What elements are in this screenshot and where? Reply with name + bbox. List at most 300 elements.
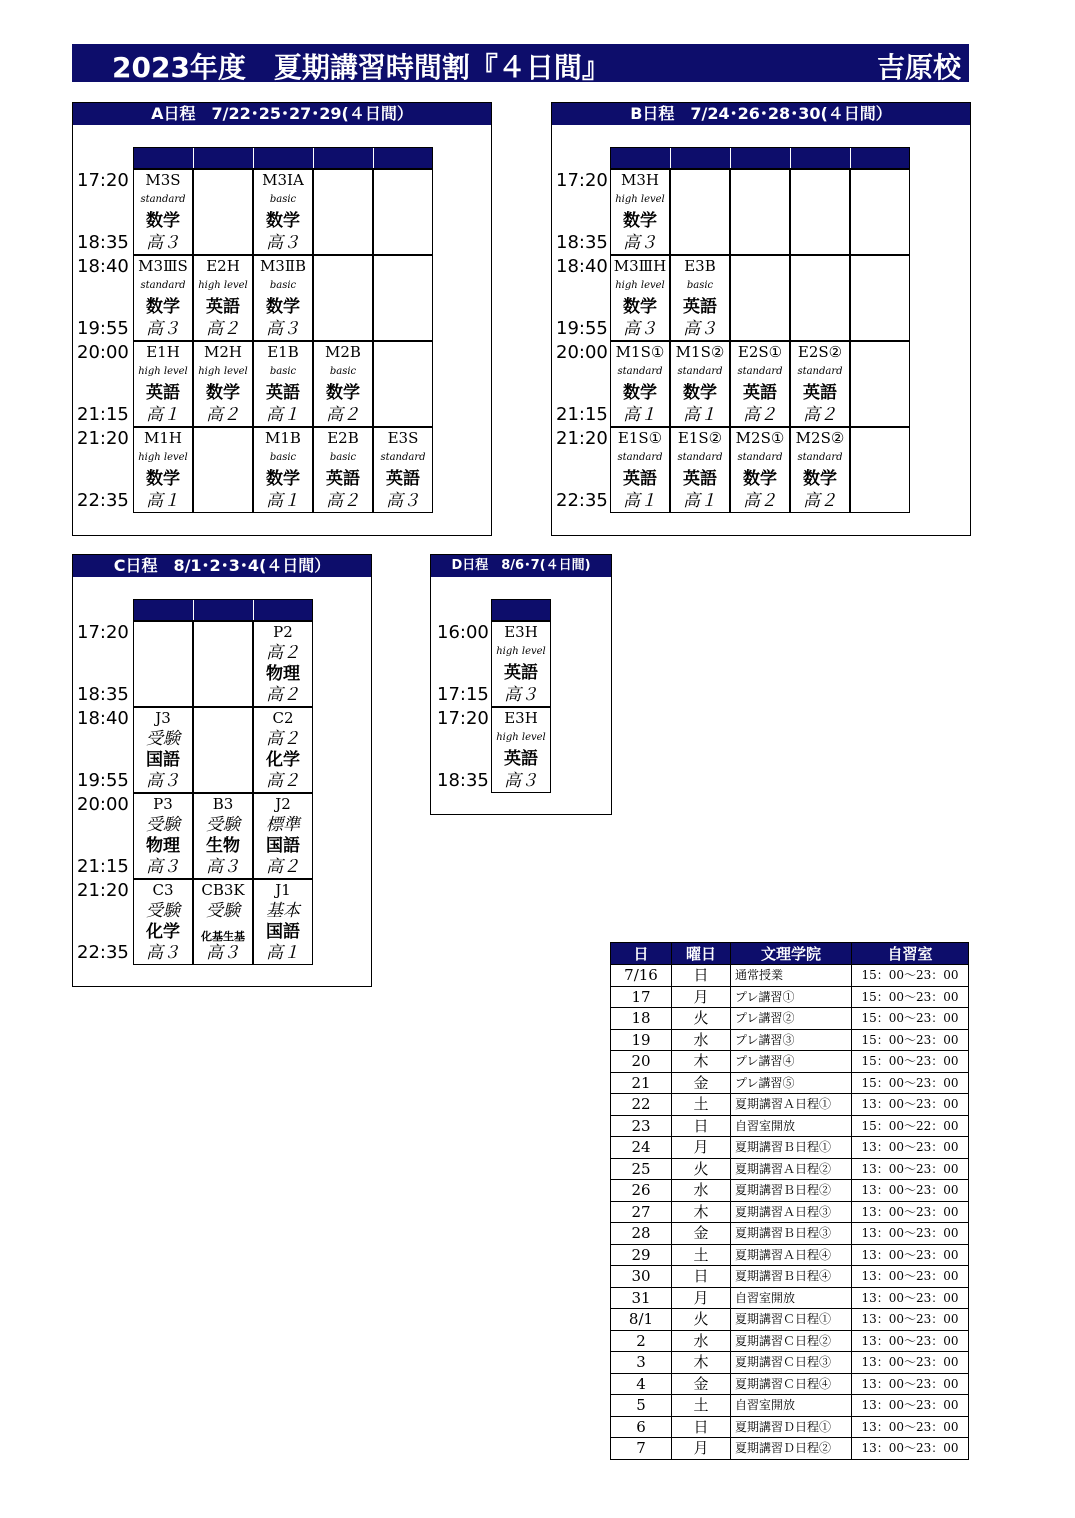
empty-cell	[670, 169, 730, 255]
class-subject: 数学	[146, 469, 180, 489]
calendar-weekday: 土	[672, 1395, 731, 1417]
calendar-study-hours: 13：00～23：00	[852, 1438, 969, 1460]
class-grade: 高３	[146, 943, 180, 963]
class-subject: 数学	[266, 297, 300, 317]
time-end: 18:35	[77, 232, 129, 253]
time-end: 21:15	[556, 404, 608, 425]
time-end: 17:15	[437, 684, 489, 705]
class-code: M1S②	[675, 343, 725, 361]
class-cell	[790, 341, 850, 427]
calendar-study-hours: 13：00～23：00	[852, 1180, 969, 1202]
class-tag: 受験	[146, 901, 180, 921]
schedule-title: C日程 8/1･2･3･4(４日間）	[73, 555, 371, 577]
empty-cell	[313, 255, 373, 341]
calendar-weekday: 水	[672, 1180, 731, 1202]
class-grade: 高２	[266, 771, 300, 791]
class-code: M3H	[621, 171, 659, 189]
class-code: M3S	[145, 171, 181, 189]
class-grade: 高１	[146, 405, 180, 425]
class-level: standard	[797, 366, 843, 377]
class-grade: 高１	[683, 491, 717, 511]
class-grade: 高１	[623, 405, 657, 425]
calendar-date: 24	[611, 1137, 672, 1159]
class-level: high level	[138, 366, 188, 377]
class-grade: 高３	[683, 319, 717, 339]
class-code: M3ⅡB	[259, 257, 307, 275]
schedule-title: A日程 7/22･25･27･29(４日間）	[73, 103, 491, 125]
class-grade: 高３	[146, 857, 180, 877]
calendar-date: 29	[611, 1244, 672, 1266]
class-code: E1S①	[617, 429, 663, 447]
calendar-row	[611, 1416, 969, 1438]
class-grade: 高２	[206, 405, 240, 425]
class-grade: 高１	[266, 943, 300, 963]
time-start: 18:40	[77, 708, 129, 729]
calendar-weekday: 月	[672, 1438, 731, 1460]
calendar-row	[611, 1137, 969, 1159]
calendar-study-hours: 13：00～23：00	[852, 1416, 969, 1438]
class-grade: 高２	[266, 685, 300, 705]
calendar-event: 夏期講習Ａ日程③	[731, 1201, 852, 1223]
class-tag: 受験	[206, 815, 240, 835]
class-code: E1S②	[677, 429, 723, 447]
calendar-date: 27	[611, 1201, 672, 1223]
class-cell	[670, 427, 730, 513]
calendar-row	[611, 986, 969, 1008]
class-grade: 高３	[623, 319, 657, 339]
calendar-row	[611, 1373, 969, 1395]
calendar-study-hours: 15：00～23：00	[852, 986, 969, 1008]
time-end: 22:35	[556, 490, 608, 511]
calendar-study-hours: 13：00～23：00	[852, 1352, 969, 1374]
empty-cell	[373, 169, 433, 255]
calendar-date: 20	[611, 1051, 672, 1073]
class-cell	[491, 621, 551, 707]
time-start: 17:20	[77, 622, 129, 643]
class-tag: 高２	[266, 643, 300, 663]
calendar-weekday: 火	[672, 1309, 731, 1331]
time-start: 20:00	[77, 342, 129, 363]
calendar-row	[611, 1115, 969, 1137]
calendar-date: 3	[611, 1352, 672, 1374]
calendar-event: プレ講習⑤	[731, 1072, 852, 1094]
grid-header-bar	[133, 599, 313, 621]
calendar-row	[611, 1180, 969, 1202]
calendar-weekday: 木	[672, 1051, 731, 1073]
time-start: 17:20	[556, 170, 608, 191]
class-level: high level	[138, 452, 188, 463]
class-code: M2H	[204, 343, 242, 361]
class-code: CB3K	[201, 881, 245, 899]
calendar-study-hours: 13：00～23：00	[852, 1158, 969, 1180]
calendar-event: 夏期講習Ｂ日程③	[731, 1223, 852, 1245]
empty-cell	[373, 341, 433, 427]
class-level: standard	[140, 194, 186, 205]
class-subject: 数学	[146, 211, 180, 231]
time-start: 16:00	[437, 622, 489, 643]
class-level: high level	[198, 280, 248, 291]
grid-header-divider	[193, 148, 194, 168]
time-end: 19:55	[77, 318, 129, 339]
class-level: basic	[269, 280, 297, 291]
class-code: M3ⅠA	[262, 171, 304, 189]
calendar-event: 夏期講習Ｄ日程①	[731, 1416, 852, 1438]
class-code: M1B	[265, 429, 301, 447]
class-subject: 化学	[146, 922, 180, 942]
class-level: basic	[329, 452, 357, 463]
calendar-weekday: 水	[672, 1029, 731, 1051]
class-code: M3ⅢS	[138, 257, 188, 275]
class-grade: 高２	[743, 405, 777, 425]
class-subject: 物理	[146, 836, 180, 856]
class-level: standard	[380, 452, 426, 463]
class-cell	[610, 341, 670, 427]
calendar-row	[611, 1352, 969, 1374]
class-subject: 英語	[386, 469, 420, 489]
class-level: high level	[198, 366, 248, 377]
class-code: E3B	[684, 257, 716, 275]
class-cell	[253, 169, 313, 255]
class-code: E3H	[504, 709, 538, 727]
calendar-study-hours: 15：00～23：00	[852, 965, 969, 987]
calendar-date: 2	[611, 1330, 672, 1352]
calendar-date: 23	[611, 1115, 672, 1137]
class-subject: 数学	[683, 383, 717, 403]
class-level: standard	[737, 452, 783, 463]
class-cell	[133, 341, 193, 427]
empty-cell	[133, 621, 193, 707]
grid-header-divider	[850, 148, 851, 168]
class-cell	[133, 427, 193, 513]
calendar-event: プレ講習①	[731, 986, 852, 1008]
class-grade: 高１	[266, 405, 300, 425]
class-subject: 英語	[146, 383, 180, 403]
calendar-header-weekday: 曜日	[672, 943, 731, 965]
class-subject: 数学	[623, 383, 657, 403]
calendar-row	[611, 1094, 969, 1116]
calendar-event: 夏期講習Ａ日程①	[731, 1094, 852, 1116]
calendar-row	[611, 1223, 969, 1245]
calendar-event: 夏期講習Ｃ日程③	[731, 1352, 852, 1374]
class-code: E2S②	[797, 343, 843, 361]
class-code: M1H	[144, 429, 182, 447]
class-cell	[730, 341, 790, 427]
calendar-event: 夏期講習Ａ日程④	[731, 1244, 852, 1266]
class-level: high level	[496, 732, 546, 743]
class-subject: 英語	[683, 297, 717, 317]
class-subject: 数学	[623, 211, 657, 231]
class-subject: 英語	[504, 749, 538, 769]
schedule-panel-d	[430, 554, 612, 815]
class-code: M3ⅢH	[613, 257, 667, 275]
calendar-date: 5	[611, 1395, 672, 1417]
class-level: standard	[797, 452, 843, 463]
class-code: J3	[155, 709, 171, 727]
calendar-study-hours: 13：00～23：00	[852, 1201, 969, 1223]
time-end: 19:55	[556, 318, 608, 339]
class-subject: 数学	[743, 469, 777, 489]
calendar-header-event: 文理学院	[731, 943, 852, 965]
calendar-date: 31	[611, 1287, 672, 1309]
calendar-date: 30	[611, 1266, 672, 1288]
class-code: C2	[272, 709, 294, 727]
class-cell	[253, 879, 313, 965]
class-grade: 高１	[683, 405, 717, 425]
calendar-study-hours: 13：00～23：00	[852, 1309, 969, 1331]
class-level: basic	[269, 366, 297, 377]
class-grade: 高３	[266, 319, 300, 339]
calendar-header-study-room: 自習室	[852, 943, 969, 965]
class-grade: 高３	[206, 857, 240, 877]
grid-header-divider	[253, 600, 254, 620]
class-code: E2B	[327, 429, 359, 447]
class-subject: 英語	[504, 663, 538, 683]
class-cell	[610, 255, 670, 341]
calendar-weekday: 土	[672, 1094, 731, 1116]
calendar-weekday: 月	[672, 1287, 731, 1309]
calendar-date: 6	[611, 1416, 672, 1438]
class-level: high level	[496, 646, 546, 657]
class-level: standard	[140, 280, 186, 291]
schedule-title: B日程 7/24･26･28･30(４日間）	[552, 103, 970, 125]
class-subject: 化学	[266, 750, 300, 770]
calendar-event: 夏期講習Ｂ日程②	[731, 1180, 852, 1202]
empty-cell	[193, 621, 253, 707]
time-end: 21:15	[77, 856, 129, 877]
class-cell	[670, 341, 730, 427]
class-grade: 高１	[623, 491, 657, 511]
class-subject: 英語	[743, 383, 777, 403]
class-grade: 高３	[206, 943, 240, 963]
calendar-date: 17	[611, 986, 672, 1008]
class-tag: 基本	[266, 901, 300, 921]
calendar-event: 自習室開放	[731, 1287, 852, 1309]
class-cell	[253, 621, 313, 707]
calendar-date: 7/16	[611, 965, 672, 987]
calendar-row	[611, 1438, 969, 1460]
empty-cell	[850, 255, 910, 341]
time-start: 17:20	[77, 170, 129, 191]
calendar-date: 26	[611, 1180, 672, 1202]
calendar-weekday: 日	[672, 1266, 731, 1288]
calendar-event: 夏期講習Ｂ日程①	[731, 1137, 852, 1159]
class-cell	[313, 341, 373, 427]
calendar-study-hours: 13：00～23：00	[852, 1287, 969, 1309]
class-code: M1S①	[615, 343, 665, 361]
time-end: 19:55	[77, 770, 129, 791]
class-subject: 英語	[623, 469, 657, 489]
class-code: E2H	[206, 257, 240, 275]
calendar-study-hours: 15：00～23：00	[852, 1029, 969, 1051]
calendar-study-hours: 13：00～23：00	[852, 1330, 969, 1352]
calendar-study-hours: 13：00～23：00	[852, 1137, 969, 1159]
class-cell	[133, 879, 193, 965]
class-subject: 数学	[266, 469, 300, 489]
class-code: P2	[273, 623, 293, 641]
class-level: high level	[615, 280, 665, 291]
class-subject: 英語	[683, 469, 717, 489]
calendar-event: 夏期講習Ｄ日程②	[731, 1438, 852, 1460]
calendar-row	[611, 1008, 969, 1030]
calendar-event: プレ講習②	[731, 1008, 852, 1030]
calendar-event: 通常授業	[731, 965, 852, 987]
calendar-row	[611, 1244, 969, 1266]
empty-cell	[790, 255, 850, 341]
class-subject: 数学	[803, 469, 837, 489]
grid-header-bar	[610, 147, 910, 169]
schedule-panel-b	[551, 102, 971, 536]
calendar-row	[611, 1201, 969, 1223]
class-grade: 高２	[326, 405, 360, 425]
time-start: 20:00	[77, 794, 129, 815]
class-cell	[730, 427, 790, 513]
calendar-weekday: 木	[672, 1352, 731, 1374]
calendar-weekday: 水	[672, 1330, 731, 1352]
class-subject: 国語	[146, 750, 180, 770]
calendar-date: 18	[611, 1008, 672, 1030]
class-code: E1H	[146, 343, 180, 361]
empty-cell	[850, 169, 910, 255]
calendar-date: 8/1	[611, 1309, 672, 1331]
class-code: J1	[275, 881, 291, 899]
calendar-weekday: 日	[672, 1416, 731, 1438]
empty-cell	[850, 427, 910, 513]
empty-cell	[193, 427, 253, 513]
class-grade: 高３	[504, 685, 538, 705]
class-tag: 標準	[266, 815, 300, 835]
calendar-date: 19	[611, 1029, 672, 1051]
calendar-event: プレ講習③	[731, 1029, 852, 1051]
class-subject: 国語	[266, 922, 300, 942]
time-start: 18:40	[77, 256, 129, 277]
class-cell	[253, 341, 313, 427]
class-grade: 高２	[326, 491, 360, 511]
class-level: basic	[269, 194, 297, 205]
grid-header-divider	[670, 148, 671, 168]
time-end: 22:35	[77, 490, 129, 511]
schedule-panel-c	[72, 554, 372, 987]
calendar-event: 夏期講習Ｂ日程④	[731, 1266, 852, 1288]
calendar-row	[611, 1287, 969, 1309]
calendar-weekday: 金	[672, 1373, 731, 1395]
calendar-study-hours: 13：00～23：00	[852, 1223, 969, 1245]
class-cell	[193, 255, 253, 341]
calendar-study-hours: 15：00～22：00	[852, 1115, 969, 1137]
class-grade: 高３	[146, 771, 180, 791]
class-cell	[193, 793, 253, 879]
class-cell	[133, 169, 193, 255]
calendar-row	[611, 1266, 969, 1288]
class-subject: 物理	[266, 664, 300, 684]
time-end: 21:15	[77, 404, 129, 425]
class-level: standard	[677, 452, 723, 463]
calendar-study-hours: 15：00～23：00	[852, 1008, 969, 1030]
class-subject: 数学	[146, 297, 180, 317]
calendar-event: 夏期講習Ｃ日程①	[731, 1309, 852, 1331]
calendar-row	[611, 1051, 969, 1073]
grid-header-divider	[790, 148, 791, 168]
grid-header-divider	[193, 600, 194, 620]
class-cell	[133, 255, 193, 341]
class-level: basic	[269, 452, 297, 463]
class-code: J2	[275, 795, 291, 813]
class-grade: 高３	[623, 233, 657, 253]
calendar-study-hours: 13：00～23：00	[852, 1244, 969, 1266]
class-grade: 高２	[266, 857, 300, 877]
class-grade: 高３	[386, 491, 420, 511]
class-grade: 高１	[146, 491, 180, 511]
empty-cell	[850, 341, 910, 427]
page-title: 2023年度 夏期講習時間割『４日間』	[112, 51, 610, 84]
calendar-study-hours: 13：00～23：00	[852, 1373, 969, 1395]
class-grade: 高３	[146, 233, 180, 253]
calendar-weekday: 土	[672, 1244, 731, 1266]
class-subject: 化基生基	[201, 930, 245, 943]
class-cell	[610, 169, 670, 255]
calendar-weekday: 月	[672, 1137, 731, 1159]
calendar-row	[611, 1395, 969, 1417]
calendar-date: 25	[611, 1158, 672, 1180]
class-level: basic	[329, 366, 357, 377]
class-subject: 数学	[206, 383, 240, 403]
class-grade: 高２	[743, 491, 777, 511]
class-cell	[253, 255, 313, 341]
class-code: E1B	[267, 343, 299, 361]
class-subject: 英語	[206, 297, 240, 317]
class-subject: 生物	[206, 836, 240, 856]
calendar-date: 21	[611, 1072, 672, 1094]
calendar-header-row	[611, 943, 969, 965]
empty-cell	[193, 169, 253, 255]
time-end: 18:35	[77, 684, 129, 705]
grid-header-divider	[253, 148, 254, 168]
calendar-weekday: 木	[672, 1201, 731, 1223]
class-grade: 高２	[803, 491, 837, 511]
calendar-date: 4	[611, 1373, 672, 1395]
calendar-weekday: 火	[672, 1158, 731, 1180]
calendar-weekday: 日	[672, 965, 731, 987]
class-code: C3	[152, 881, 174, 899]
calendar-row	[611, 1029, 969, 1051]
class-cell	[133, 793, 193, 879]
calendar-row	[611, 1309, 969, 1331]
class-code: B3	[212, 795, 234, 813]
calendar-row	[611, 965, 969, 987]
calendar-row	[611, 1158, 969, 1180]
calendar-event: プレ講習④	[731, 1051, 852, 1073]
class-grade: 高３	[146, 319, 180, 339]
calendar-event: 夏期講習Ｃ日程④	[731, 1373, 852, 1395]
calendar-row	[611, 1072, 969, 1094]
class-code: E3S	[387, 429, 419, 447]
class-cell	[253, 427, 313, 513]
time-end: 18:35	[556, 232, 608, 253]
calendar-event: 夏期講習Ａ日程②	[731, 1158, 852, 1180]
class-cell	[253, 793, 313, 879]
calendar-study-hours: 13：00～23：00	[852, 1094, 969, 1116]
class-cell	[193, 341, 253, 427]
schedule-title: D日程 8/6･7(４日間)	[431, 555, 611, 577]
class-grade: 高３	[266, 233, 300, 253]
class-subject: 数学	[326, 383, 360, 403]
class-level: standard	[677, 366, 723, 377]
page-title-bar	[72, 44, 969, 82]
class-grade: 高１	[266, 491, 300, 511]
class-cell	[313, 427, 373, 513]
class-grade: 高３	[504, 771, 538, 791]
time-end: 22:35	[77, 942, 129, 963]
class-cell	[193, 879, 253, 965]
